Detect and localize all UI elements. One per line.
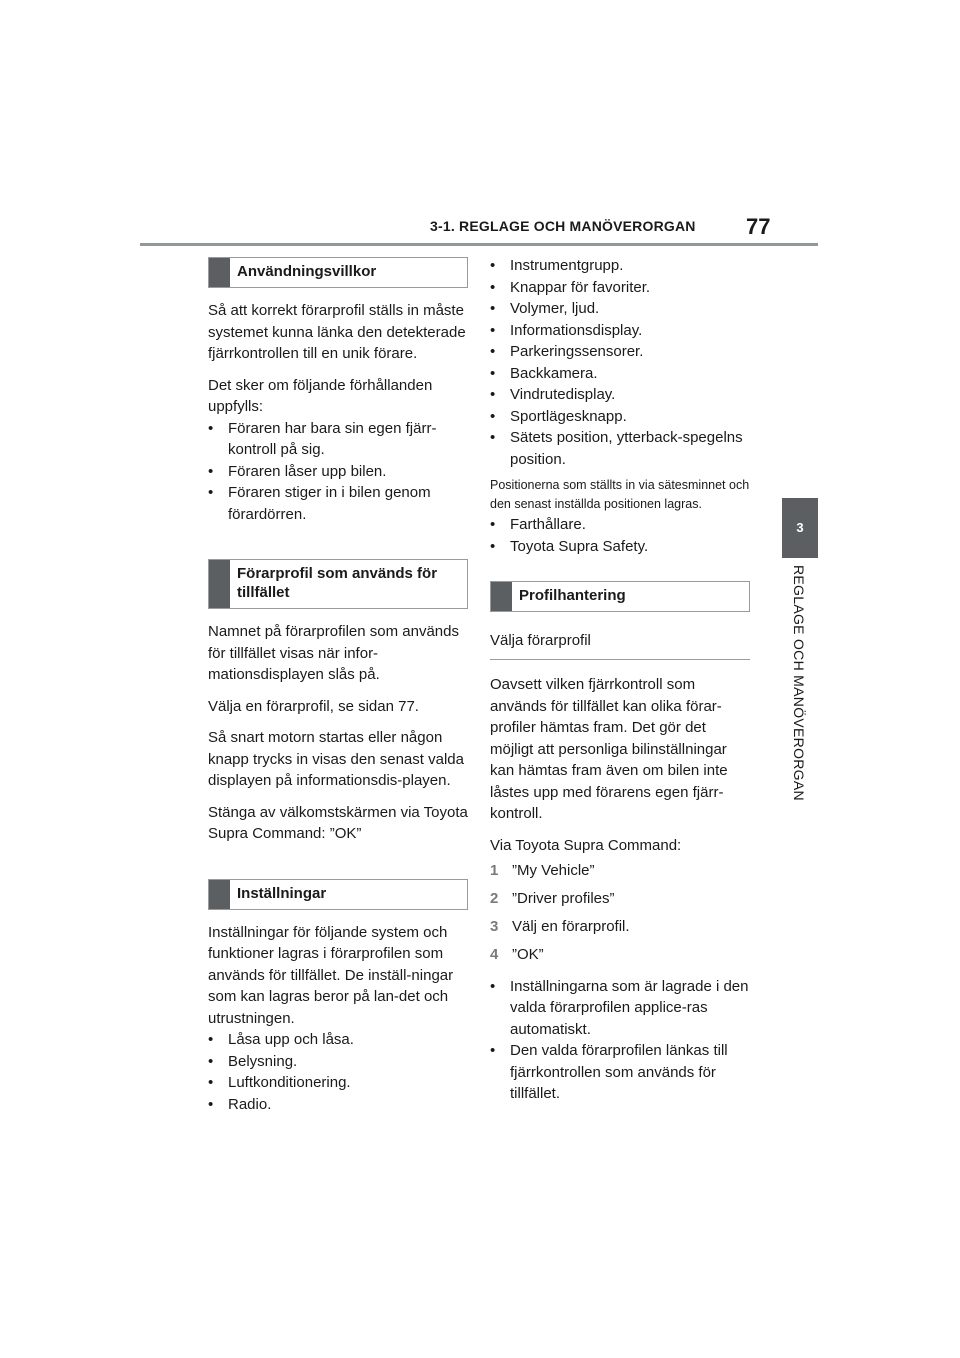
step-text: ”Driver profiles” <box>512 890 615 907</box>
page-header <box>140 214 818 246</box>
settings-list-2 <box>490 514 750 557</box>
list-item: • Föraren stiger in i bilen genom förardörren. <box>208 482 468 525</box>
list-item: • Radio. <box>208 1094 468 1116</box>
list-item: • Belysning. <box>208 1051 468 1073</box>
step-number: 3 <box>490 918 499 935</box>
chapter-tab: 3 <box>782 498 818 558</box>
list-item: • Volymer, ljud. <box>490 298 750 320</box>
conditions-para-2: Det sker om följande förhållanden uppfylls: <box>208 376 433 415</box>
heading-settings: Inställningar <box>208 879 468 910</box>
profile-result-list <box>490 976 750 1105</box>
settings-note: Positionerna som ställts in via sätesminnet och den senast inställda positionen lagras. <box>490 478 750 511</box>
profile-para-2: Via Toyota Supra Command: <box>490 836 682 854</box>
right-column <box>490 255 750 1115</box>
step-text: ”OK” <box>512 946 544 963</box>
list-item: • Vindrutedisplay. <box>490 384 750 406</box>
list-item: • Föraren låser upp bilen. <box>208 461 468 483</box>
list-item: • Föraren har bara sin egen fjärr-kontroll på sig. <box>208 418 468 461</box>
list-item: • Inställningarna som är lagrade i den valda förarprofilen applice-ras automatiskt. <box>490 976 750 1041</box>
profile-para-1: Oavsett vilken fjärrkontroll som används för tillfället kan olika förar-profiler hämtas fram. Det gör det möjligt att personliga bilinställningar kan hämtas fram även om bilen inte låstes upp med förarens egen fjärr-kontroll. <box>490 676 728 822</box>
list-item: • Backkamera. <box>490 363 750 385</box>
list-item: • Den valda förarprofilen länkas till fjärrkontrollen som används för tillfället. <box>490 1040 750 1105</box>
heading-profile-management: Profilhantering <box>490 581 750 612</box>
current-profile-para-1: Namnet på förarprofilen som används för tillfället visas när infor-mationsdisplayen slås på. <box>208 623 459 683</box>
list-item: • Sätets position, ytterback-spegelns position. <box>490 427 750 470</box>
list-item: • Knappar för favoriter. <box>490 277 750 299</box>
list-item: • Toyota Supra Safety. <box>490 536 750 558</box>
step-item <box>490 860 750 882</box>
settings-para-1: Inställningar för följande system och funktioner lagras i förarprofilen som används för tillfället. De inställ-ningar som kan lagras beror på lan-det och utrustningen. <box>208 923 454 1027</box>
list-item: • Instrumentgrupp. <box>490 255 750 277</box>
chapter-title: REGLAGE OCH MANÖVERORGAN <box>791 565 807 801</box>
settings-list-continued <box>490 255 750 470</box>
list-item: • Låsa upp och låsa. <box>208 1029 468 1051</box>
page-number: 77 <box>746 214 771 239</box>
step-item <box>490 916 750 938</box>
list-item: • Luftkonditionering. <box>208 1072 468 1094</box>
steps-list <box>490 860 750 966</box>
step-number: 4 <box>490 946 499 963</box>
subheading-select-profile: Välja förarprofil <box>490 624 750 660</box>
left-column <box>208 255 468 1125</box>
section-title: 3-1. REGLAGE OCH MANÖVERORGAN <box>430 218 696 234</box>
step-text: ”My Vehicle” <box>512 862 595 879</box>
settings-list <box>208 1029 468 1115</box>
step-item <box>490 888 750 910</box>
step-number: 1 <box>490 862 499 879</box>
step-item <box>490 944 750 966</box>
heading-conditions: Användningsvillkor <box>208 257 468 288</box>
list-item: • Parkeringssensorer. <box>490 341 750 363</box>
current-profile-para-2: Välja en förarprofil, se sidan 77. <box>208 697 419 715</box>
list-item: • Farthållare. <box>490 514 750 536</box>
heading-current-profile: Förarprofil som används för tillfället <box>208 559 468 609</box>
current-profile-para-4: Stänga av välkomstskärmen via Toyota Supra Command: ”OK” <box>208 803 468 842</box>
step-text: Välj en förarprofil. <box>512 918 630 935</box>
conditions-list <box>208 418 468 526</box>
header-rule <box>140 243 818 246</box>
current-profile-para-3: Så snart motorn startas eller någon knapp trycks in visas den senast valda displayen på informationsdis-playen. <box>208 729 464 789</box>
list-item: • Sportlägesknapp. <box>490 406 750 428</box>
step-number: 2 <box>490 890 499 907</box>
list-item: • Informationsdisplay. <box>490 320 750 342</box>
conditions-para-1: Så att korrekt förarprofil ställs in måste systemet kunna länka den detekterade fjärrkontrollen till en unik förare. <box>208 302 466 362</box>
